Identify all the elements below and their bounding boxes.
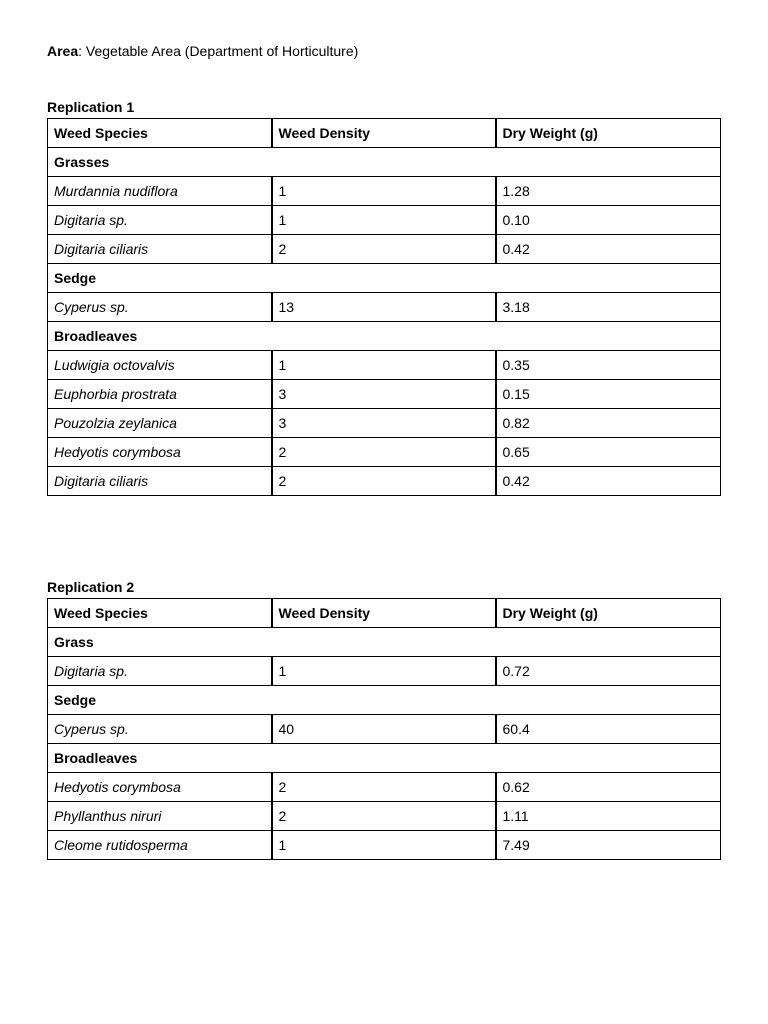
replication-2-section <box>47 578 720 860</box>
dry-weight-cell: 3.18 <box>496 293 721 322</box>
table-row <box>48 177 721 206</box>
species-cell: Cyperus sp. <box>48 715 272 744</box>
group-row <box>48 686 721 715</box>
table-row <box>48 831 721 860</box>
species-cell: Euphorbia prostrata <box>48 380 272 409</box>
header-dry-weight: Dry Weight (g) <box>496 599 721 628</box>
density-cell: 2 <box>272 438 496 467</box>
table-row <box>48 802 721 831</box>
group-row <box>48 148 721 177</box>
header-weed-species: Weed Species <box>48 599 272 628</box>
density-cell: 13 <box>272 293 496 322</box>
species-cell: Digitaria ciliaris <box>48 235 272 264</box>
table-row <box>48 235 721 264</box>
dry-weight-cell: 0.62 <box>496 773 721 802</box>
header-weed-density: Weed Density <box>272 599 496 628</box>
table-row <box>48 715 721 744</box>
table-row <box>48 380 721 409</box>
dry-weight-cell: 0.35 <box>496 351 721 380</box>
group-row <box>48 744 721 773</box>
area-value: : Vegetable Area (Department of Horticulture) <box>78 43 359 59</box>
group-label: Broadleaves <box>48 322 721 351</box>
dry-weight-cell: 0.10 <box>496 206 721 235</box>
species-cell: Ludwigia octovalvis <box>48 351 272 380</box>
table-row <box>48 773 721 802</box>
density-cell: 1 <box>272 177 496 206</box>
weed-table-replication-1 <box>47 118 721 496</box>
table-header-row <box>48 119 721 148</box>
header-weed-species: Weed Species <box>48 119 272 148</box>
density-cell: 1 <box>272 351 496 380</box>
group-label: Grasses <box>48 148 721 177</box>
species-cell: Cyperus sp. <box>48 293 272 322</box>
species-cell: Phyllanthus niruri <box>48 802 272 831</box>
species-cell: Digitaria sp. <box>48 206 272 235</box>
group-row <box>48 264 721 293</box>
group-label: Sedge <box>48 264 721 293</box>
area-label: Area <box>47 43 79 59</box>
table-row <box>48 206 721 235</box>
species-cell: Pouzolzia zeylanica <box>48 409 272 438</box>
density-cell: 1 <box>272 657 496 686</box>
density-cell: 40 <box>272 715 496 744</box>
replication-title: Replication 1 <box>47 99 135 115</box>
species-cell: Digitaria ciliaris <box>48 467 272 496</box>
group-label: Sedge <box>48 686 721 715</box>
species-cell: Digitaria sp. <box>48 657 272 686</box>
density-cell: 2 <box>272 773 496 802</box>
density-cell: 3 <box>272 380 496 409</box>
dry-weight-cell: 0.82 <box>496 409 721 438</box>
table-row <box>48 438 721 467</box>
group-label: Broadleaves <box>48 744 721 773</box>
density-cell: 2 <box>272 802 496 831</box>
density-cell: 3 <box>272 409 496 438</box>
group-row <box>48 322 721 351</box>
weed-table-replication-2 <box>47 598 721 860</box>
table-row <box>48 467 721 496</box>
species-cell: Hedyotis corymbosa <box>48 773 272 802</box>
dry-weight-cell: 7.49 <box>496 831 721 860</box>
dry-weight-cell: 60.4 <box>496 715 721 744</box>
table-row <box>48 351 721 380</box>
area-line <box>47 42 358 60</box>
dry-weight-cell: 0.42 <box>496 235 721 264</box>
species-cell: Hedyotis corymbosa <box>48 438 272 467</box>
group-row <box>48 628 721 657</box>
replication-title: Replication 2 <box>47 579 135 595</box>
table-row <box>48 409 721 438</box>
dry-weight-cell: 0.65 <box>496 438 721 467</box>
table-row <box>48 293 721 322</box>
dry-weight-cell: 0.42 <box>496 467 721 496</box>
group-label: Grass <box>48 628 721 657</box>
dry-weight-cell: 1.28 <box>496 177 721 206</box>
density-cell: 2 <box>272 467 496 496</box>
table-row <box>48 657 721 686</box>
table-header-row <box>48 599 721 628</box>
density-cell: 2 <box>272 235 496 264</box>
species-cell: Cleome rutidosperma <box>48 831 272 860</box>
header-dry-weight: Dry Weight (g) <box>496 119 721 148</box>
species-cell: Murdannia nudiflora <box>48 177 272 206</box>
replication-1-section <box>47 98 720 496</box>
density-cell: 1 <box>272 206 496 235</box>
header-weed-density: Weed Density <box>272 119 496 148</box>
dry-weight-cell: 0.72 <box>496 657 721 686</box>
dry-weight-cell: 0.15 <box>496 380 721 409</box>
density-cell: 1 <box>272 831 496 860</box>
dry-weight-cell: 1.11 <box>496 802 721 831</box>
